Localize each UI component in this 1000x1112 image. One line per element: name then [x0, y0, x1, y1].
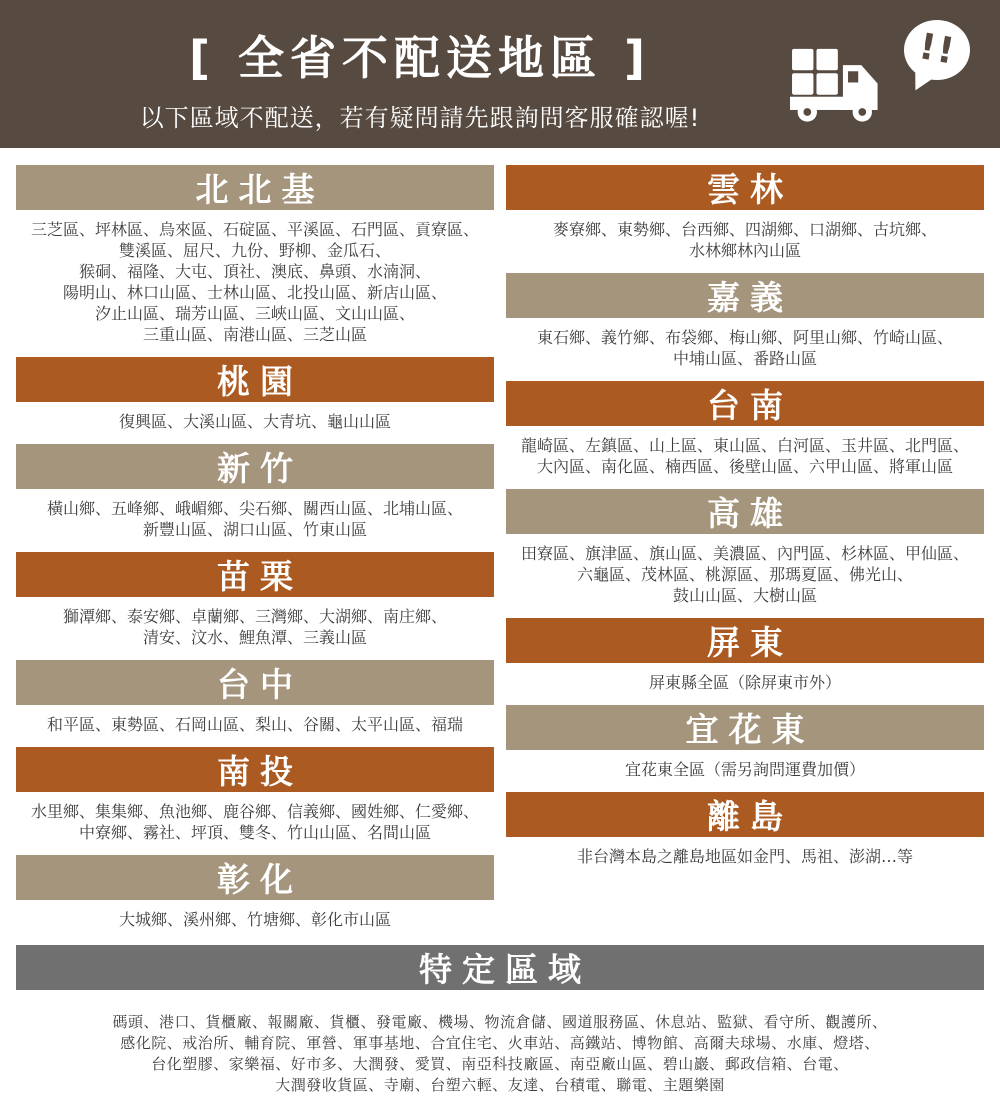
section-nantou — [16, 747, 494, 843]
left-column — [16, 165, 494, 942]
region-list-line: 汐止山區、瑞芳山區、三峽山區、文山山區、 — [94, 304, 415, 323]
section-taoyuan — [16, 357, 494, 432]
section-taichung — [16, 660, 494, 735]
section-header-taoyuan: 桃園 — [16, 357, 494, 402]
section-chiayi — [506, 273, 984, 369]
section-yunlin — [506, 165, 984, 261]
region-list-line: 鼓山山區、大樹山區 — [672, 586, 817, 605]
section-body-pingtung — [506, 672, 984, 693]
region-list-line: 三重山區、南港山區、三芝山區 — [142, 325, 367, 344]
section-header-beibeiji: 北北基 — [16, 165, 494, 210]
section-yihuadong — [506, 705, 984, 780]
speech-bubble-exclamation-icon — [904, 20, 970, 80]
regions-columns — [16, 165, 984, 942]
region-list-line: 雙溪區、屈尺、九份、野柳、金瓜石、 — [118, 241, 391, 260]
section-body-hsinchu — [16, 498, 494, 540]
page-subtitle: 以下區域不配送，若有疑問請先跟詢問客服確認喔! — [139, 104, 701, 132]
region-list-line: 麥寮鄉、東勢鄉、台西鄉、四湖鄉、口湖鄉、古坑鄉、 — [552, 220, 937, 239]
section-header-special-zones: 特定區域 — [16, 945, 984, 990]
section-header-changhua: 彰化 — [16, 855, 494, 900]
section-changhua — [16, 855, 494, 930]
section-body-taoyuan — [16, 411, 494, 432]
section-body-tainan — [506, 435, 984, 477]
region-list-line: 龍崎區、左鎮區、山上區、東山區、白河區、玉井區、北門區、 — [520, 436, 969, 455]
section-header-kaohsiung: 高雄 — [506, 489, 984, 534]
special-zone-line: 碼頭、港口、貨櫃廠、報關廠、貨櫃、發電廠、機場、物流倉儲、國道服務區、休息站、監獄、看守所、觀護所、 — [112, 1013, 888, 1031]
section-header-yunlin: 雲林 — [506, 165, 984, 210]
section-beibeiji — [16, 165, 494, 345]
section-body-changhua — [16, 909, 494, 930]
region-list-line: 水林鄉林內山區 — [688, 241, 801, 260]
region-list-line: 宜花東全區（需另詢問運費加價） — [624, 760, 865, 779]
section-body-nantou — [16, 801, 494, 843]
section-kaohsiung — [506, 489, 984, 606]
section-header-outlying-islands: 離島 — [506, 792, 984, 837]
section-outlying-islands — [506, 792, 984, 867]
region-list-line: 中寮鄉、霧社、坪頂、雙冬、竹山山區、名間山區 — [78, 823, 431, 842]
region-list-line: 橫山鄉、五峰鄉、峨嵋鄉、尖石鄉、關西山區、北埔山區、 — [46, 499, 463, 518]
region-list-line: 東石鄉、義竹鄉、布袋鄉、梅山鄉、阿里山鄉、竹崎山區、 — [536, 328, 953, 347]
section-body-miaoli — [16, 606, 494, 648]
region-list-line: 田寮區、旗津區、旗山區、美濃區、內門區、杉林區、甲仙區、 — [520, 544, 969, 563]
section-body-beibeiji — [16, 219, 494, 345]
region-list-line: 復興區、大溪山區、大青坑、龜山山區 — [118, 412, 391, 431]
section-header-nantou: 南投 — [16, 747, 494, 792]
special-zone-line: 感化院、戒治所、輔育院、軍營、軍事基地、合宜住宅、火車站、高鐵站、博物館、高爾夫球場、水庫、燈塔、 — [120, 1034, 880, 1052]
region-list-line: 屏東縣全區（除屏東市外） — [648, 673, 841, 692]
banner-text — [0, 0, 840, 133]
region-list-line: 獅潭鄉、泰安鄉、卓蘭鄉、三灣鄉、大湖鄉、南庄鄉、 — [62, 607, 447, 626]
section-header-chiayi: 嘉義 — [506, 273, 984, 318]
section-body-yunlin — [506, 219, 984, 261]
section-hsinchu — [16, 444, 494, 540]
section-body-chiayi — [506, 327, 984, 369]
special-zone-line: 大潤發收貨區、寺廟、台塑六輕、友達、台積電、聯電、主題樂園 — [275, 1076, 725, 1094]
region-list-line: 大城鄉、溪州鄉、竹塘鄉、彰化市山區 — [118, 910, 391, 929]
bubble-exclamation-text: !! — [915, 26, 959, 73]
page-title: [ 全省不配送地區 ] — [188, 31, 652, 85]
region-list-line: 水里鄉、集集鄉、魚池鄉、鹿谷鄉、信義鄉、國姓鄉、仁愛鄉、 — [30, 802, 479, 821]
region-list-line: 三芝區、坪林區、烏來區、石碇區、平溪區、石門區、貢寮區、 — [30, 220, 479, 239]
section-header-miaoli: 苗栗 — [16, 552, 494, 597]
section-body-taichung — [16, 714, 494, 735]
region-list-line: 非台灣本島之離島地區如金門、馬祖、澎湖…等 — [576, 847, 913, 866]
region-list-line: 大內區、南化區、楠西區、後壁山區、六甲山區、將軍山區 — [536, 457, 953, 476]
special-zone-line: 台化塑膠、家樂福、好市多、大潤發、愛買、南亞科技廠區、南亞廠山區、碧山巖、郵政信箱、台電、 — [151, 1055, 849, 1073]
region-list-line: 和平區、東勢區、石岡山區、梨山、谷關、太平山區、福瑞 — [46, 715, 463, 734]
region-list-line: 中埔山區、番路山區 — [672, 349, 817, 368]
section-special-zones — [16, 945, 984, 1096]
section-tainan — [506, 381, 984, 477]
region-list-line: 陽明山、林口山區、士林山區、北投山區、新店山區、 — [62, 283, 447, 302]
section-body-special-zones — [16, 1012, 984, 1096]
right-column — [506, 165, 984, 942]
section-header-pingtung: 屏東 — [506, 618, 984, 663]
section-header-yihuadong: 宜花東 — [506, 705, 984, 750]
section-pingtung — [506, 618, 984, 693]
section-body-outlying-islands — [506, 846, 984, 867]
section-miaoli — [16, 552, 494, 648]
region-list-line: 猴硐、福隆、大屯、頂社、澳底、鼻頭、水湳洞、 — [78, 262, 431, 281]
delivery-truck-icon — [790, 40, 902, 128]
section-body-yihuadong — [506, 759, 984, 780]
region-list-line: 六龜區、茂林區、桃源區、那瑪夏區、佛光山、 — [576, 565, 913, 584]
section-header-hsinchu: 新竹 — [16, 444, 494, 489]
section-header-tainan: 台南 — [506, 381, 984, 426]
banner — [0, 0, 1000, 148]
region-list-line: 新豐山區、湖口山區、竹東山區 — [142, 520, 367, 539]
section-body-kaohsiung — [506, 543, 984, 606]
region-list-line: 清安、汶水、鯉魚潭、三義山區 — [142, 628, 367, 647]
section-header-taichung: 台中 — [16, 660, 494, 705]
